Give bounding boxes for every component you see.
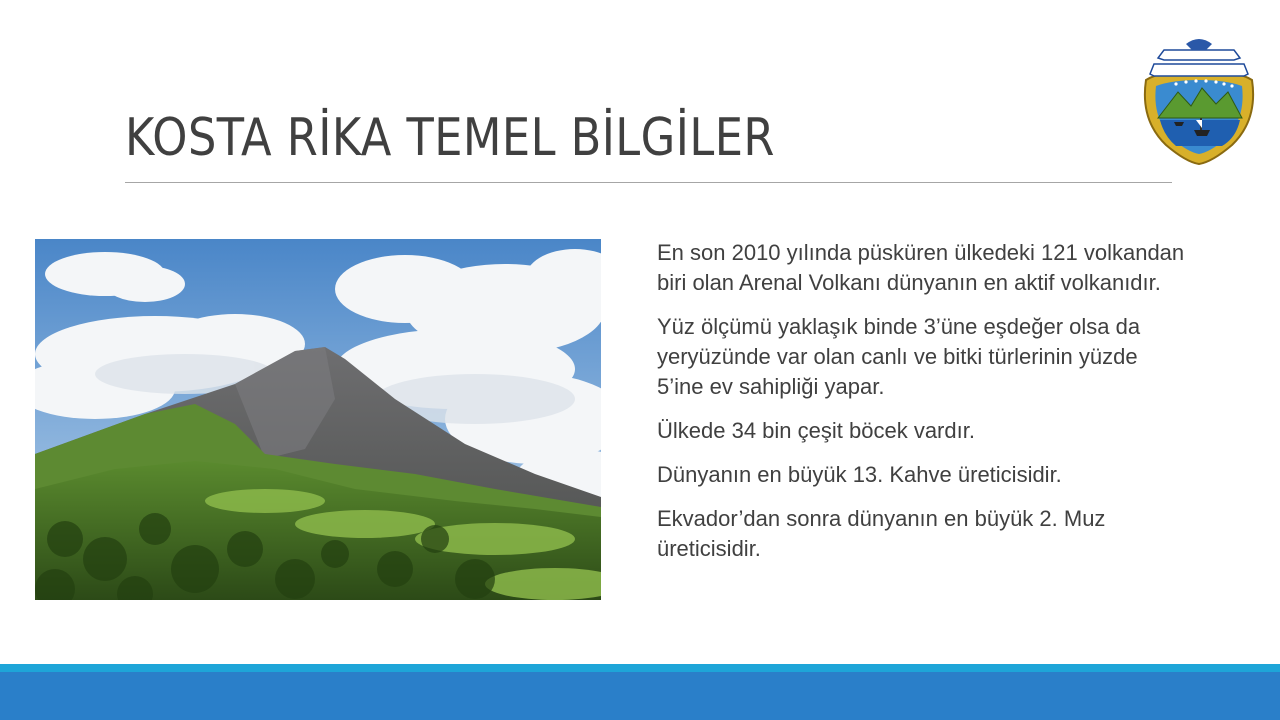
fact-paragraph-2: Yüz ölçümü yaklaşık binde 3’üne eşdeğer olsa da yeryüzünde var olan canlı ve bitki türlerinin yüzde 5’ine ev sahipliği yapar.	[657, 314, 1141, 399]
footer-band-dark	[0, 672, 1280, 720]
slide-title: KOSTA RİKA TEMEL BİLGİLER	[125, 108, 775, 168]
title-divider	[125, 182, 1172, 183]
fact-paragraph-1: En son 2010 yılında püsküren ülkedeki 121 volkandan biri olan Arenal Volkanı dünyanın en aktif volkanıdır.	[657, 240, 1185, 295]
footer-band-light	[0, 664, 1280, 672]
arenal-volcano-photo	[35, 239, 601, 600]
fact-paragraph-3: Ülkede 34 bin çeşit böcek vardır.	[657, 418, 975, 443]
fact-paragraph-4: Dünyanın en büyük 13. Kahve üreticisidir.	[657, 462, 1062, 487]
fact-list	[657, 238, 1187, 578]
fact-paragraph-5: Ekvador’dan sonra dünyanın en büyük 2. Muz üreticisidir.	[657, 506, 1106, 561]
costa-rica-coat-of-arms-icon	[1136, 30, 1262, 166]
